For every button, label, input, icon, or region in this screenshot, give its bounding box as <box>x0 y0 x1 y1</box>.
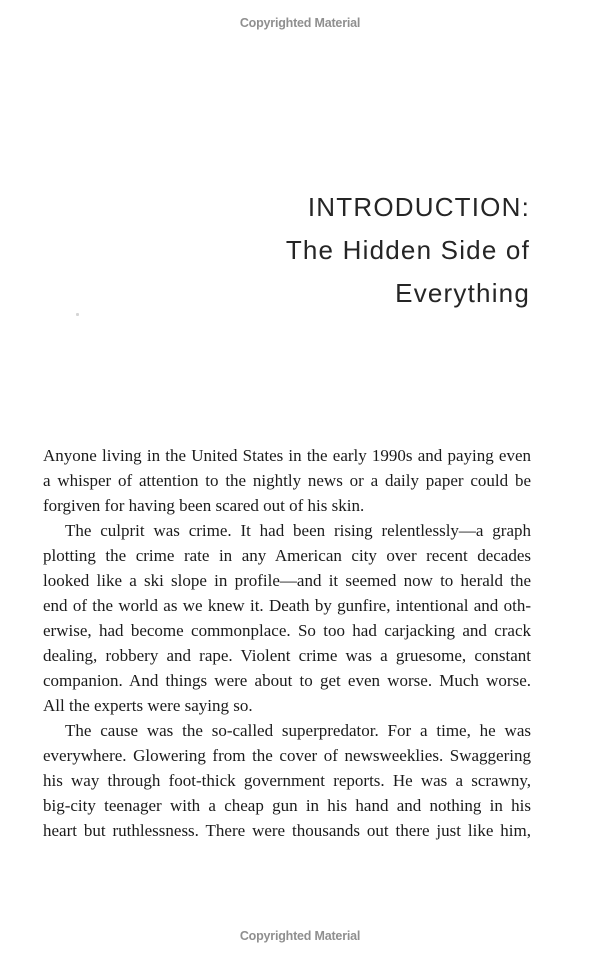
text-line: forgiven for having been scared out of his skin. <box>43 496 365 515</box>
text-line: end of the world as we knew it. Death by gunfire, intentional and oth- <box>43 596 531 615</box>
text-line: big-city teenager with a cheap gun in his hand and nothing in his <box>43 796 531 815</box>
chapter-title-line-3: Everything <box>395 278 530 308</box>
chapter-title <box>286 186 530 315</box>
text-line: All the experts were saying so. <box>43 696 253 715</box>
scan-artifact <box>76 313 79 316</box>
paragraph-1 <box>43 443 531 518</box>
text-line: plotting the crime rate in any American city over recent decades <box>43 546 531 565</box>
text-line: dealing, robbery and rape. Violent crime was a gruesome, constant <box>43 646 531 665</box>
text-line: companion. And things were about to get even worse. Much worse. <box>43 671 531 690</box>
text-line: everywhere. Glowering from the cover of newsweeklies. Swaggering <box>43 746 531 765</box>
text-line: The culprit was crime. It had been rising relentlessly—a graph <box>65 521 531 540</box>
body-text <box>43 443 531 843</box>
text-line: heart but ruthlessness. There were thousands out there just like him, <box>43 821 531 840</box>
chapter-title-line-1: INTRODUCTION: <box>307 192 530 222</box>
text-line: Anyone living in the United States in the early 1990s and paying even <box>43 446 531 465</box>
text-line: The cause was the so-called superpredator. For a time, he was <box>65 721 531 740</box>
paragraph-2 <box>43 518 531 718</box>
text-line: his way through foot-thick government reports. He was a scrawny, <box>43 771 531 790</box>
text-line: a whisper of attention to the nightly news or a daily paper could be <box>43 471 531 490</box>
copyright-notice-bottom: Copyrighted Material <box>239 929 361 943</box>
text-line: looked like a ski slope in profile—and it seemed now to herald the <box>43 571 531 590</box>
text-line: erwise, had become commonplace. So too had carjacking and crack <box>43 621 531 640</box>
chapter-title-line-2: The Hidden Side of <box>285 235 530 265</box>
copyright-notice-top: Copyrighted Material <box>239 16 361 30</box>
paragraph-3 <box>43 718 531 843</box>
